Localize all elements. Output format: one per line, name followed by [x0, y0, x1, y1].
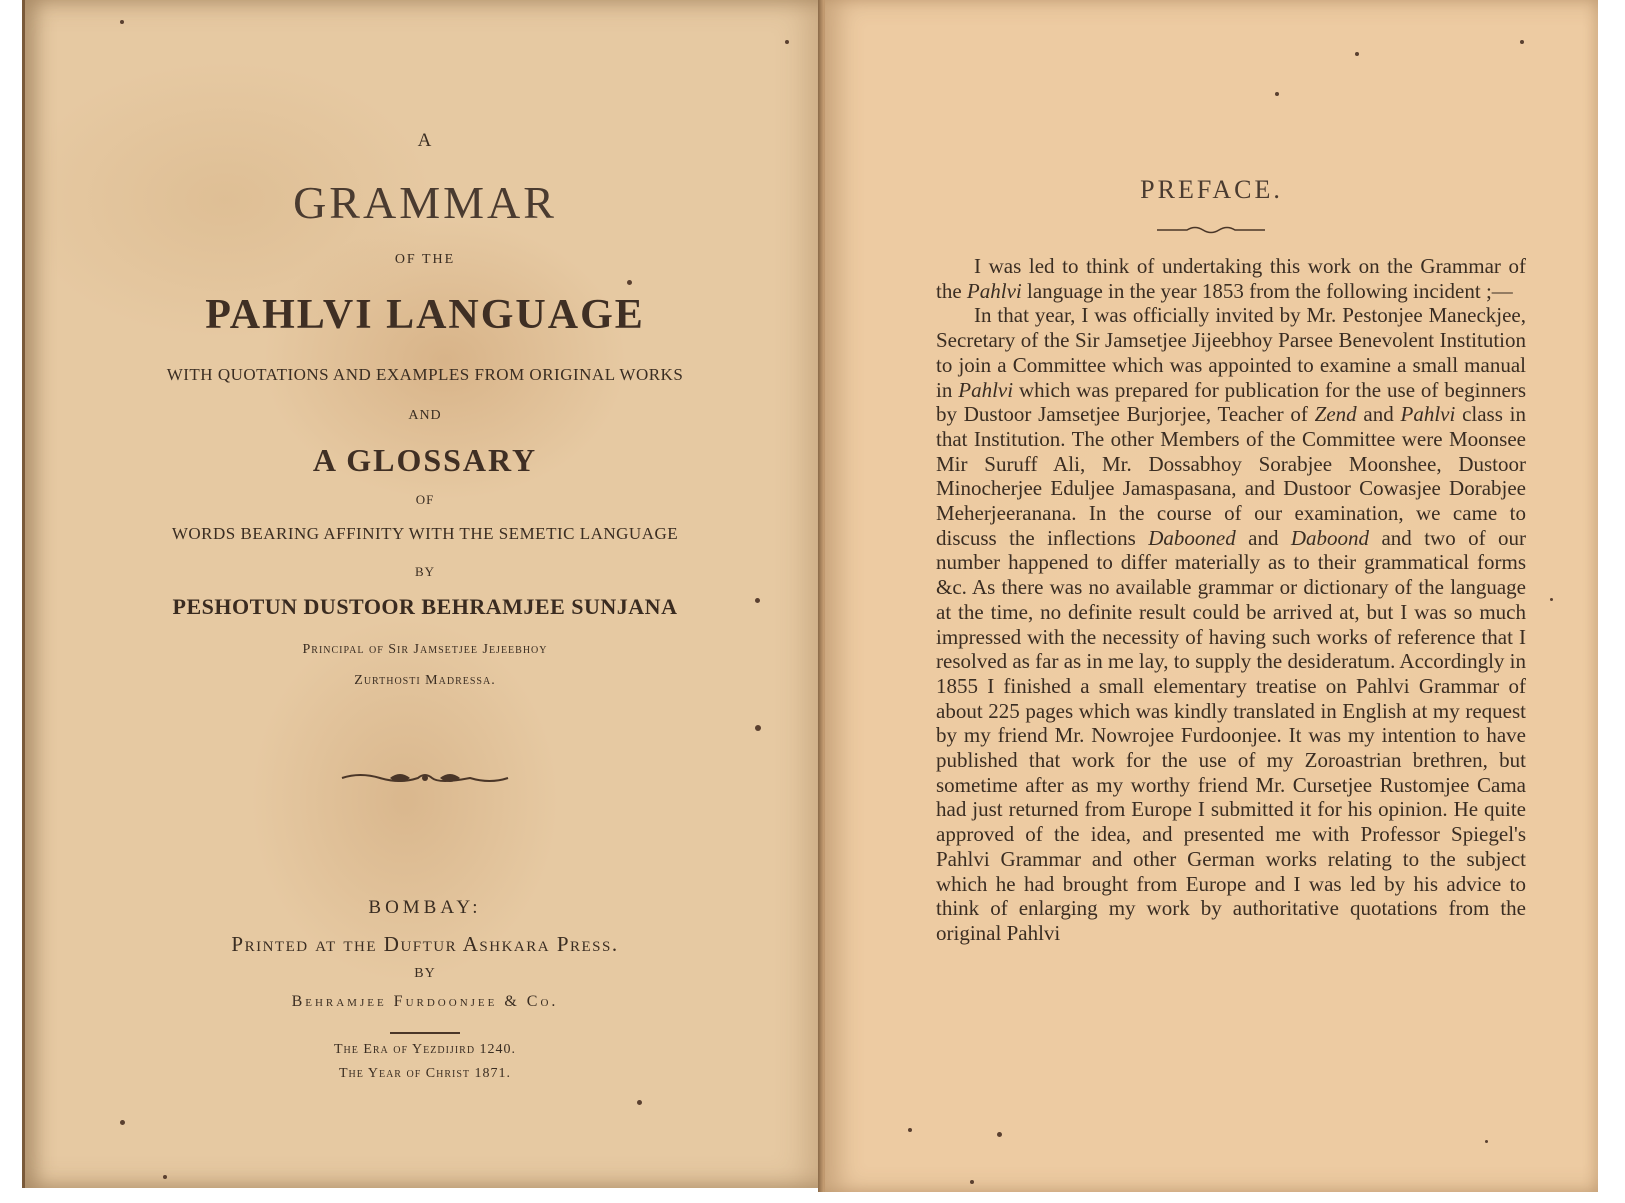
imprint-year: The Year of Christ 1871. — [339, 1066, 511, 1081]
author-name: PESHOTUN DUSTOOR BEHRAMJEE SUNJANA — [172, 594, 678, 619]
title-grammar: GRAMMAR — [293, 177, 557, 228]
title-of-the: OF THE — [394, 252, 456, 267]
preface-page — [825, 0, 1598, 1192]
paper-speck — [120, 1120, 125, 1125]
title-of: OF — [415, 492, 435, 507]
paper-speck — [908, 1128, 912, 1132]
title-by: BY — [414, 564, 436, 579]
text-run: and — [1356, 402, 1401, 427]
imprint-rule — [25, 1023, 825, 1029]
text-run: language in the year 1853 from the following incident ;— — [1021, 278, 1513, 303]
imprint-place: BOMBAY: — [368, 897, 482, 918]
italic-run: Daboond — [1290, 525, 1370, 550]
text-run: In that year, I was officially invited by Mr. Pestonjee Maneckjee, Secretary of the Sir Jamsetjee Jijeebhoy Parsee Benevolent Institution to join a Committee which was appointed to examine a small manual in — [936, 303, 1526, 402]
paper-speck — [755, 725, 761, 731]
italic-run: Pahlvi — [958, 377, 1014, 402]
italic-run: Pahlvi — [966, 278, 1022, 303]
paper-speck — [997, 1132, 1002, 1137]
preface-paragraph-2 — [936, 303, 1526, 945]
paper-speck — [1485, 1140, 1488, 1143]
imprint-era: The Era of Yezdijird 1240. — [333, 1042, 517, 1057]
preface-paragraph-1 — [936, 254, 1526, 303]
title-article: A — [417, 130, 433, 151]
title-glossary: A GLOSSARY — [312, 442, 538, 478]
italic-run: Zend — [1314, 402, 1357, 427]
ornament-divider — [25, 770, 825, 786]
subtitle-semetic: WORDS BEARING AFFINITY WITH THE SEMETIC LANGUAGE — [171, 524, 679, 543]
text-run: class in that Institution. The other Members of the Committee were Moonsee Mir Suruff Ali, Mr. Dossabhoy Sorabjee Moonshee, Dustoor Minocherjee Eduljee Jamaspasana, and Dustoor Cowasjee Dorabjee Meherjeeranana. In the course of our examination, we came to discuss the inflections — [936, 402, 1526, 550]
text-run: I was led to think of undertaking this work on the Grammar of the — [936, 254, 1526, 303]
paper-speck — [627, 280, 632, 285]
author-title-line-2: Zurthosti Madressa. — [354, 673, 496, 688]
ornament-icon — [340, 770, 510, 786]
italic-run: Pahlvi — [1400, 402, 1456, 427]
italic-run: Dabooned — [1148, 525, 1236, 550]
paper-speck — [1550, 598, 1553, 601]
imprint-by: BY — [414, 966, 436, 981]
paper-speck — [1275, 92, 1279, 96]
subtitle-quotations: WITH QUOTATIONS AND EXAMPLES FROM ORIGINAL WORKS — [166, 365, 684, 384]
title-and: AND — [408, 408, 442, 423]
preface-heading: PREFACE. — [1140, 175, 1283, 204]
rule-line — [390, 1030, 460, 1036]
paper-speck — [1355, 52, 1359, 56]
imprint-publisher: Behramjee Furdoonjee & Co. — [291, 993, 559, 1010]
imprint-press: Printed at the Duftur Ashkara Press. — [231, 932, 619, 956]
preface-body — [936, 254, 1526, 946]
paper-speck — [1520, 40, 1524, 44]
paper-speck — [637, 1100, 642, 1105]
paper-speck — [120, 20, 124, 24]
text-run: which was prepared for publication for the use of beginners by Dustoor Jamsetjee Burjorjee, Teacher of — [936, 377, 1526, 427]
text-run: and two of our number happened to differ materially as to their grammatical forms &c. As there was no available grammar or dictionary of the language at the time, no definite result could be arrived at, but I was so much impressed with the necessity of having such works of reference that I resolved as far as in me lay, to supply the desideratum. Accordingly in 1855 I finished a small elementary treatise on Pahlvi Grammar of about 225 pages which was kindly translated in English at my request by my friend Mr. Nowrojee Furdoonjee. It was my intention to have published that work for the use of my Zoroastrian brethren, but sometime after as my worthy friend Mr. Cursetjee Rustomjee Cama had just returned from Europe I submitted it for his opinion. He quite approved of the idea, and presented me with Professor Spiegel's Pahlvi Grammar and other German works relating to the subject which he had brought from Europe and I was led by his advice to think of enlarging my work by authoritative quotations from the original Pahlvi — [936, 525, 1526, 945]
text-run: and — [1235, 525, 1291, 550]
ornament-icon — [825, 225, 1598, 235]
paper-speck — [755, 598, 760, 603]
paper-speck — [785, 40, 789, 44]
title-language: PAHLVI LANGUAGE — [205, 292, 645, 338]
title-page — [22, 0, 825, 1188]
paper-speck — [163, 1175, 167, 1179]
author-title-line-1: Principal of Sir Jamsetjee Jejeebhoy — [302, 642, 548, 657]
preface-ornament — [825, 222, 1598, 232]
paper-speck — [970, 1180, 974, 1184]
